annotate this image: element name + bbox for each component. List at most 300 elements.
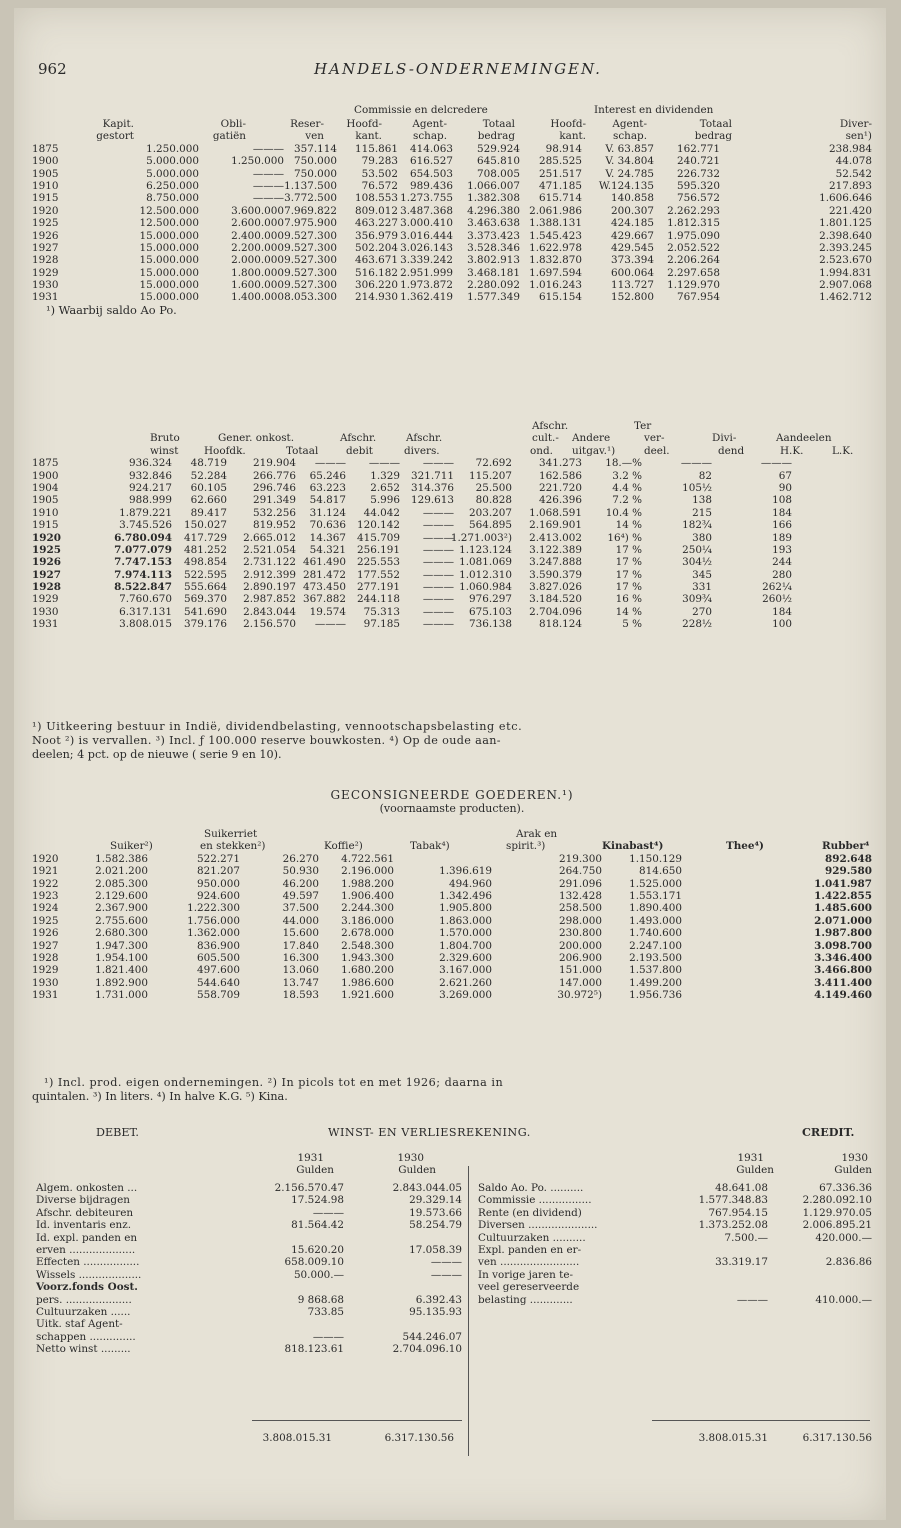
goods-cell: 1.499.200 xyxy=(629,976,682,989)
goods-row xyxy=(32,865,872,877)
capital-cell: 15.000.000 xyxy=(139,241,199,254)
profit-cell: 6.780.094 xyxy=(114,531,172,544)
profit-cell: 819.952 xyxy=(253,519,296,532)
debet-year-1930: 1930 xyxy=(397,1152,424,1164)
profit-cell: 129.613 xyxy=(411,494,454,507)
capital-cell: 200.307 xyxy=(611,204,654,217)
capital-cell: 615.154 xyxy=(539,291,582,304)
capital-cell: 1.382.308 xyxy=(467,192,520,205)
profit-cell: 266.776 xyxy=(253,469,296,482)
goods-cell: 1.863.000 xyxy=(439,914,492,927)
goods-cell: 1.988.200 xyxy=(341,877,394,890)
debet-1931-cell: 2.156.570.47 xyxy=(274,1182,344,1194)
goods-cell: 1.537.800 xyxy=(629,964,682,977)
capital-cell: 15.000.000 xyxy=(139,279,199,292)
capital-year: 1905 xyxy=(32,167,59,180)
capital-cell: 356.979 xyxy=(355,229,398,242)
capital-cell: 113.727 xyxy=(611,279,654,292)
goods-cell: 1.905.800 xyxy=(439,902,492,915)
capital-cell: 2.061.986 xyxy=(529,204,582,217)
capital-header-row-1 xyxy=(32,118,872,130)
capital-cell: 5.000.000 xyxy=(146,155,199,168)
goods-cell: 1.582.386 xyxy=(95,852,148,865)
debet-label-cell: Cultuurzaken ...... xyxy=(36,1305,131,1318)
capital-cell: 750.000 xyxy=(294,167,337,180)
capital-year: 1927 xyxy=(32,241,59,254)
profit-cell: 426.396 xyxy=(539,494,582,507)
capital-header-2-3: kant. xyxy=(355,130,382,143)
profit-cell: 52.284 xyxy=(190,469,227,482)
profit-header-row-1 xyxy=(32,420,872,432)
capital-year: 1915 xyxy=(32,192,59,205)
capital-cell: 424.185 xyxy=(611,217,654,230)
credit-label-cell: ven ........................ xyxy=(478,1256,580,1269)
capital-cell: 2.206.264 xyxy=(667,254,720,267)
goods-cell: 1.680.200 xyxy=(341,964,394,977)
profit-cell: 2.665.012 xyxy=(243,531,296,544)
profit-cell: 541.690 xyxy=(184,605,227,618)
profit-header-3-10: L.K. xyxy=(832,444,854,457)
capital-cell: 2.280.092 xyxy=(467,279,520,292)
goods-cell: 2.196.000 xyxy=(341,865,394,878)
profit-cell: 1.271.003²) xyxy=(450,531,512,544)
credit-label-cell: In vorige jaren te- xyxy=(478,1268,573,1281)
goods-cell: 929.580 xyxy=(825,865,872,878)
profit-cell: 461.490 xyxy=(303,556,346,569)
goods-header-suikerriet: Suikerriet xyxy=(204,828,258,840)
debet-unit-1930: Gulden xyxy=(398,1164,436,1177)
goods-row xyxy=(32,977,872,989)
profit-cell: 473.450 xyxy=(303,581,346,594)
goods-row xyxy=(32,902,872,914)
profit-cell: 304½ xyxy=(682,556,712,569)
capital-header-1-6: Hoofd- xyxy=(550,118,586,130)
goods-header-row-1 xyxy=(32,828,872,840)
goods-cell: 132.428 xyxy=(559,889,602,902)
capital-cell: 15.000.000 xyxy=(139,229,199,242)
capital-cell: 76.572 xyxy=(361,179,398,192)
goods-cell: 494.960 xyxy=(449,877,492,890)
capital-cell: 3.487.368 xyxy=(400,204,453,217)
capital-cell: 373.394 xyxy=(611,254,654,267)
profit-cell: 17 % xyxy=(615,581,642,594)
profit-cell: 17 % xyxy=(615,556,642,569)
capital-cell: 429.545 xyxy=(611,241,654,254)
goods-cell: 1.222.300 xyxy=(187,902,240,915)
profit-header-3-4: divers. xyxy=(404,444,440,457)
goods-cell: 49.597 xyxy=(282,889,319,902)
debet-row xyxy=(36,1331,466,1343)
capital-cell: 750.000 xyxy=(294,155,337,168)
capital-cell: 44.078 xyxy=(835,155,872,168)
capital-row xyxy=(32,192,872,204)
profit-header-3-0: winst xyxy=(150,444,179,457)
capital-cell: 53.502 xyxy=(361,167,398,180)
profit-cell: 1.060.984 xyxy=(459,581,512,594)
capital-cell: 240.721 xyxy=(677,155,720,168)
profit-cell: 80.828 xyxy=(475,494,512,507)
profit-cell: 16⁴) % xyxy=(607,531,642,544)
capital-cell: 140.858 xyxy=(611,192,654,205)
capital-cell: 1.066.007 xyxy=(467,179,520,192)
profit-cell: 44.042 xyxy=(363,506,400,519)
profit-header-3-3: debit xyxy=(346,444,373,457)
capital-cell: 108.553 xyxy=(355,192,398,205)
capital-cell: 214.930 xyxy=(355,291,398,304)
capital-cell: 1.606.646 xyxy=(819,192,872,205)
profit-cell: 65.246 xyxy=(309,469,346,482)
profit-cell: 417.729 xyxy=(184,531,227,544)
profit-cell: 60.105 xyxy=(190,481,227,494)
capital-cell: 3.373.423 xyxy=(467,229,520,242)
debet-row xyxy=(36,1294,466,1306)
credit-1931-cell: 48.641.08 xyxy=(715,1182,768,1194)
credit-1930-cell: 2.006.895.21 xyxy=(802,1219,872,1232)
goods-row xyxy=(32,927,872,939)
profit-cell: 215 xyxy=(692,506,712,519)
pl-unit-row xyxy=(32,1164,872,1176)
goods-title: GECONSIGNEERDE GOEDEREN.¹) xyxy=(330,788,574,802)
profit-header-2-1: Gener. onkost. xyxy=(218,432,295,445)
credit-row xyxy=(472,1232,872,1244)
capital-cell: 3.772.500 xyxy=(284,192,337,205)
capital-cell: 12.500.000 xyxy=(139,204,199,217)
profit-row xyxy=(32,593,872,605)
debet-1931-cell: 17.524.98 xyxy=(291,1194,344,1207)
debet-1930-cell: 2.704.096.10 xyxy=(392,1343,462,1356)
capital-cell: 756.572 xyxy=(677,192,720,205)
profit-cell: 291.349 xyxy=(253,494,296,507)
profit-row xyxy=(32,519,872,531)
goods-cell: 1.890.400 xyxy=(629,902,682,915)
capital-cell: 2.393.245 xyxy=(819,241,872,254)
goods-cell: 1.396.619 xyxy=(439,865,492,878)
credit-label-cell: Commissie ................ xyxy=(478,1194,592,1207)
goods-header-arak: Arak en xyxy=(516,828,558,840)
profit-header-3-7: deel. xyxy=(644,444,670,457)
capital-cell: 767.954 xyxy=(677,291,720,304)
profit-cell: 924.217 xyxy=(129,481,172,494)
capital-cell: 12.500.000 xyxy=(139,217,199,230)
profit-cell: 7.077.079 xyxy=(114,543,172,556)
credit-row xyxy=(472,1281,872,1293)
capital-year: 1925 xyxy=(32,217,59,230)
capital-cell: 1.832.870 xyxy=(529,254,582,267)
capital-year: 1931 xyxy=(32,291,59,304)
debet-list xyxy=(36,1182,466,1355)
capital-cell: 9.527.300 xyxy=(284,266,337,279)
goods-cell: 605.500 xyxy=(197,951,240,964)
capital-header-1-1: Obli- xyxy=(220,118,246,130)
goods-cell: 3.167.000 xyxy=(439,964,492,977)
capital-cell: 595.320 xyxy=(677,179,720,192)
goods-row xyxy=(32,890,872,902)
profit-cell: 182¾ xyxy=(682,519,712,532)
profit-cell: 162.586 xyxy=(539,469,582,482)
credit-row xyxy=(472,1256,872,1268)
profit-cell: 203.207 xyxy=(469,506,512,519)
debet-1931-cell: 733.85 xyxy=(307,1305,344,1318)
capital-cell: 9.527.300 xyxy=(284,229,337,242)
profit-header-3-2: Totaal xyxy=(286,444,319,457)
capital-cell: 2.200.000 xyxy=(231,241,284,254)
credit-1931-cell: 1.373.252.08 xyxy=(698,1219,768,1232)
profit-cell: 67 xyxy=(778,469,792,482)
profit-cell: 1.123.124 xyxy=(459,543,512,556)
goods-cell: 18.593 xyxy=(282,989,319,1002)
debet-1931-cell: 81.564.42 xyxy=(291,1219,344,1232)
capital-cell: 2.052.522 xyxy=(667,241,720,254)
profit-year: 1904 xyxy=(32,481,59,494)
profit-cell: 63.223 xyxy=(309,481,346,494)
book-page xyxy=(14,8,886,1520)
debet-1930-cell: 29.329.14 xyxy=(409,1194,462,1207)
goods-header-5: Kinabast⁴) xyxy=(602,840,664,853)
credit-label-cell: Diversen ..................... xyxy=(478,1219,598,1232)
capital-cell: 285.525 xyxy=(539,155,582,168)
goods-cell: 4.149.460 xyxy=(814,989,872,1002)
credit-row xyxy=(472,1294,872,1306)
profit-year: 1925 xyxy=(32,543,61,556)
capital-cell: 3.000.410 xyxy=(400,217,453,230)
capital-row xyxy=(32,205,872,217)
capital-cell: 1.975.090 xyxy=(667,229,720,242)
profit-cell: 221.720 xyxy=(539,481,582,494)
capital-cell: 7.969.822 xyxy=(284,204,337,217)
pl-total-row xyxy=(32,1432,872,1444)
credit-unit-1931: Gulden xyxy=(736,1164,774,1177)
goods-header-2: Koffie²) xyxy=(324,840,363,853)
goods-table xyxy=(32,828,872,1001)
goods-cell: 291.096 xyxy=(559,877,602,890)
goods-subtitle: (voornaamste producten). xyxy=(379,802,525,815)
credit-row xyxy=(472,1182,872,1194)
profit-cell: 1.081.069 xyxy=(459,556,512,569)
goods-cell: 2.367.900 xyxy=(95,902,148,915)
capital-cell: 2.400.000 xyxy=(231,229,284,242)
running-title: HANDELS-ONDERNEMINGEN. xyxy=(314,60,602,78)
capital-cell: 2.907.068 xyxy=(819,279,872,292)
goods-year: 1928 xyxy=(32,951,59,964)
profit-row xyxy=(32,494,872,506)
goods-year: 1921 xyxy=(32,865,59,878)
profit-cell: 260½ xyxy=(762,593,792,606)
goods-cell: 1.956.736 xyxy=(629,989,682,1002)
credit-1931-cell: ——— xyxy=(736,1293,768,1306)
profit-header-row-3 xyxy=(32,445,872,457)
goods-row xyxy=(32,964,872,976)
goods-cell: 1.485.600 xyxy=(814,902,872,915)
total-debet-1930: 6.317.130.56 xyxy=(384,1432,454,1444)
capital-cell: 2.951.999 xyxy=(400,266,453,279)
profit-cell: 25.500 xyxy=(475,481,512,494)
profit-row xyxy=(32,544,872,556)
credit-label-cell: Saldo Ao. Po. .......... xyxy=(478,1182,584,1194)
profit-cell: 379.176 xyxy=(184,618,227,631)
profit-row xyxy=(32,457,872,469)
capital-header-2-6: kant. xyxy=(559,130,586,143)
capital-cell: 152.800 xyxy=(611,291,654,304)
capital-cell: 615.714 xyxy=(539,192,582,205)
goods-year: 1924 xyxy=(32,902,59,915)
profit-cell: 481.252 xyxy=(184,543,227,556)
goods-cell: 1.986.600 xyxy=(341,976,394,989)
debet-label: DEBET. xyxy=(96,1126,139,1139)
capital-header-row-2 xyxy=(32,130,872,142)
capital-footnote xyxy=(32,304,872,318)
profit-table xyxy=(32,420,872,631)
debet-1930-cell: ——— xyxy=(430,1268,462,1281)
capital-cell: V. 24.785 xyxy=(605,167,654,180)
goods-year: 1926 xyxy=(32,927,59,940)
profit-cell: 498.854 xyxy=(184,556,227,569)
pl-year-headers xyxy=(32,1152,872,1177)
credit-1930-cell: 420.000.— xyxy=(815,1231,872,1244)
debet-1930-cell: 6.392.43 xyxy=(415,1293,462,1306)
capital-header-2-5: bedrag xyxy=(477,130,515,143)
profit-cell: 2.521.054 xyxy=(243,543,296,556)
capital-year: 1910 xyxy=(32,179,59,192)
profit-cell: 3.184.520 xyxy=(529,593,582,606)
goods-header-1: en stekken²) xyxy=(200,840,266,853)
capital-cell: 9.527.300 xyxy=(284,241,337,254)
profit-header-2-6: Andere xyxy=(572,432,611,445)
goods-row xyxy=(32,915,872,927)
goods-cell: 1.821.400 xyxy=(95,964,148,977)
goods-cell: 1.756.000 xyxy=(187,914,240,927)
capital-row xyxy=(32,254,872,266)
profit-cell: 818.124 xyxy=(539,618,582,631)
goods-cell: 1.362.000 xyxy=(187,927,240,940)
profit-header-3-5: ond. xyxy=(530,444,553,457)
goods-header-4: spirit.³) xyxy=(506,840,546,853)
page-header xyxy=(38,60,878,86)
capital-row xyxy=(32,155,872,167)
capital-cell: 3.339.242 xyxy=(400,254,453,267)
profit-cell: 2.652 xyxy=(370,481,400,494)
profit-cell: 262¼ xyxy=(762,581,792,594)
profit-header-2-5: cult.- xyxy=(532,432,559,445)
profit-row xyxy=(32,569,872,581)
profit-cell: 82 xyxy=(698,469,712,482)
profit-cell: 6.317.131 xyxy=(119,605,172,618)
capital-cell: ——— xyxy=(252,142,284,155)
debet-row xyxy=(36,1207,466,1219)
profit-row xyxy=(32,606,872,618)
goods-cell: 1.493.000 xyxy=(629,914,682,927)
profit-cell: 120.142 xyxy=(357,519,400,532)
capital-header-1-2: Reser- xyxy=(290,118,324,130)
credit-row xyxy=(472,1194,872,1206)
profit-year: 1926 xyxy=(32,556,61,569)
capital-cell: 1.250.000 xyxy=(231,155,284,168)
profit-cell: 7.2 % xyxy=(612,494,642,507)
profit-table-body xyxy=(32,457,872,630)
profit-row xyxy=(32,618,872,630)
profit-year: 1928 xyxy=(32,581,61,594)
capital-cell: 1.973.872 xyxy=(400,279,453,292)
debet-label-cell: Afschr. debiteuren xyxy=(36,1206,134,1219)
goods-cell: 13.747 xyxy=(282,976,319,989)
profit-cell: 100 xyxy=(772,618,792,631)
debet-unit-1931: Gulden xyxy=(296,1164,334,1177)
goods-cell: 3.411.400 xyxy=(814,976,872,989)
credit-1930-cell: 67.336.36 xyxy=(819,1182,872,1194)
profit-year: 1910 xyxy=(32,506,59,519)
capital-cell: ——— xyxy=(252,192,284,205)
profit-cell: 2.169.901 xyxy=(529,519,582,532)
profit-cell: 256.191 xyxy=(357,543,400,556)
profit-cell: 3.122.389 xyxy=(529,543,582,556)
capital-cell: 6.250.000 xyxy=(146,179,199,192)
capital-cell: 1.600.000 xyxy=(231,279,284,292)
goods-cell: 2.247.100 xyxy=(629,939,682,952)
goods-cell: 1.987.800 xyxy=(814,927,872,940)
profit-header-2-3: Afschr. xyxy=(340,432,377,445)
capital-cell: 52.542 xyxy=(835,167,872,180)
profit-year: 1900 xyxy=(32,469,59,482)
profit-cell: ——— xyxy=(422,605,454,618)
goods-cell: 200.000 xyxy=(559,939,602,952)
goods-cell: 1.553.171 xyxy=(629,889,682,902)
credit-label-cell: Cultuurzaken .......... xyxy=(478,1231,586,1244)
profit-cell: 2.413.002 xyxy=(529,531,582,544)
goods-cell: 30.972⁵) xyxy=(557,989,602,1002)
total-credit-1930: 6.317.130.56 xyxy=(802,1432,872,1444)
profit-header-3-9: H.K. xyxy=(780,444,804,457)
capital-header-1-8: Totaal xyxy=(699,118,732,130)
capital-table xyxy=(32,104,872,318)
profit-footnote-3: deelen; 4 pct. op de nieuwe ( serie 9 en 10). xyxy=(32,748,282,761)
debet-label-cell: Algem. onkosten ... xyxy=(36,1182,138,1194)
capital-cell: 7.975.900 xyxy=(284,217,337,230)
capital-cell: 1.250.000 xyxy=(146,142,199,155)
goods-cell: 37.500 xyxy=(282,902,319,915)
profit-header-afschr: Afschr. xyxy=(532,420,569,432)
total-credit-1931: 3.808.015.31 xyxy=(698,1432,768,1444)
goods-cell: 2.680.300 xyxy=(95,927,148,940)
debet-row xyxy=(36,1219,466,1231)
capital-cell: 708.005 xyxy=(477,167,520,180)
goods-cell: 1.804.700 xyxy=(439,939,492,952)
goods-cell: 950.000 xyxy=(197,877,240,890)
capital-header-1-5: Totaal xyxy=(482,118,515,130)
profit-header-2-4: Afschr. xyxy=(406,432,443,445)
capital-cell: 516.182 xyxy=(355,266,398,279)
profit-footnote-1: ¹) Uitkeering bestuur in Indië, dividendbelasting, vennootschapsbelasting etc. xyxy=(32,720,523,733)
profit-cell: 555.664 xyxy=(184,581,227,594)
debet-row xyxy=(36,1269,466,1281)
profit-cell: 244.118 xyxy=(357,593,400,606)
goods-cell: 264.750 xyxy=(559,865,602,878)
capital-cell: 502.204 xyxy=(355,241,398,254)
profit-cell: 10.4 % xyxy=(605,506,642,519)
goods-table-body xyxy=(32,853,872,1002)
capital-row xyxy=(32,291,872,303)
profit-cell: 4.4 % xyxy=(612,481,642,494)
goods-cell: 1.570.000 xyxy=(439,927,492,940)
capital-header-2-4: schap. xyxy=(413,130,447,143)
profit-cell: ——— xyxy=(422,519,454,532)
credit-list xyxy=(472,1182,872,1306)
credit-label-cell: belasting ............. xyxy=(478,1293,573,1306)
credit-year-1931: 1931 xyxy=(737,1152,764,1164)
profit-cell: 936.324 xyxy=(129,457,172,470)
profit-row xyxy=(32,581,872,593)
debet-1931-cell: ——— xyxy=(312,1206,344,1219)
pl-title: WINST- EN VERLIESREKENING. xyxy=(328,1126,531,1139)
goods-footnote-2: quintalen. ³) In liters. ⁴) In halve K.G. ⁵) Kina. xyxy=(32,1090,288,1103)
